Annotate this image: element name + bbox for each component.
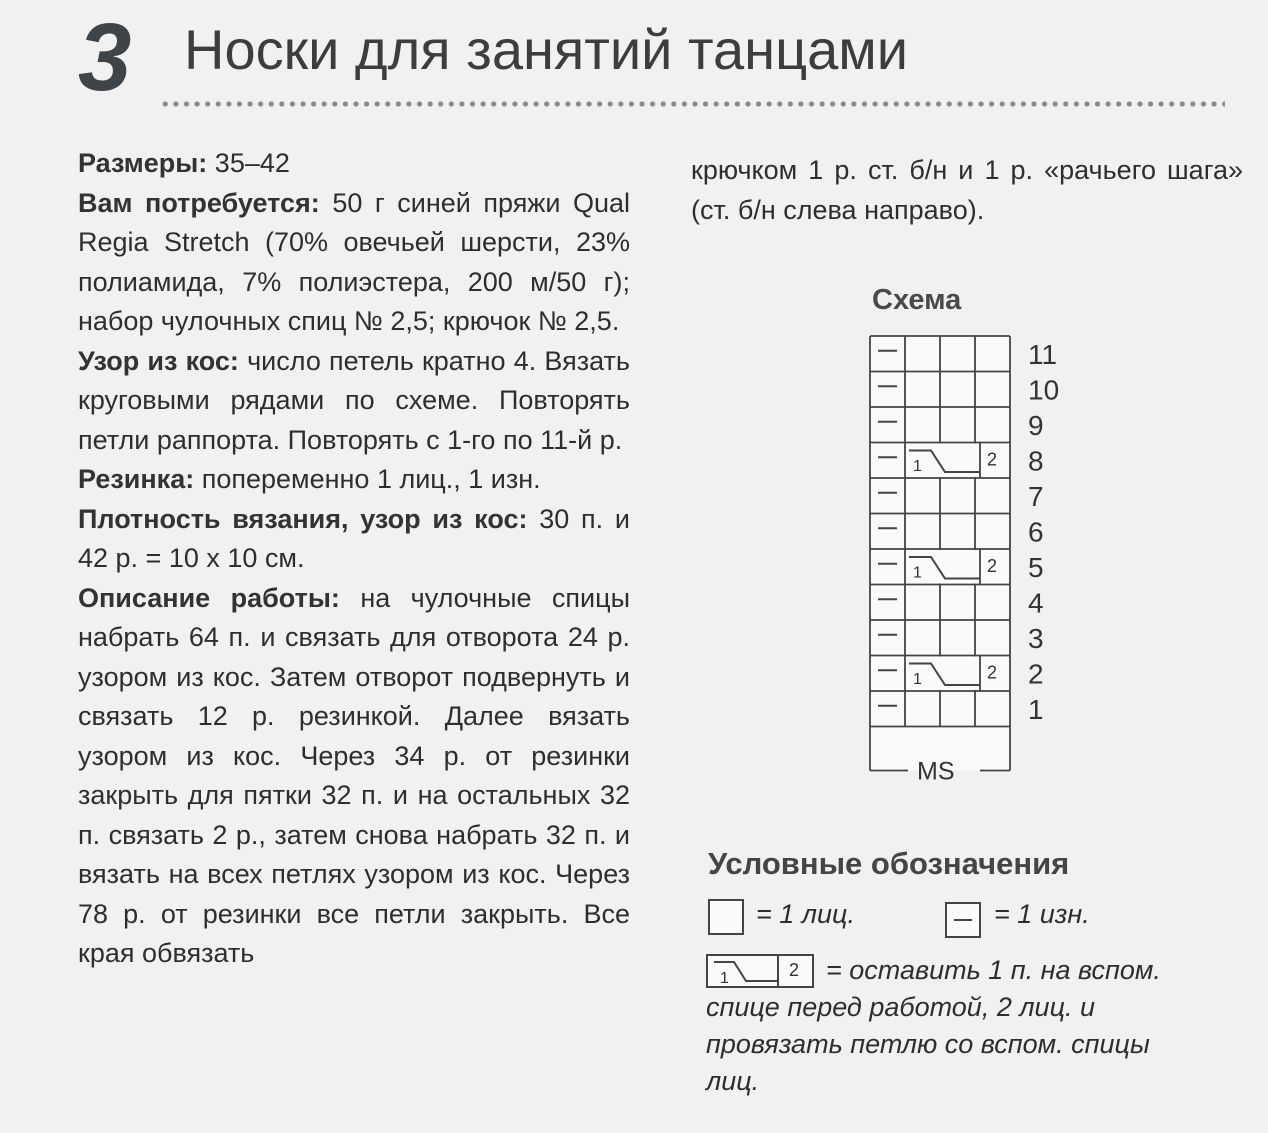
sizes-label: Размеры: — [78, 148, 208, 178]
gauge-paragraph — [78, 500, 630, 579]
svg-text:2: 2 — [987, 662, 998, 683]
gauge-text: 30 п. и 42 р. = 10 х 10 см. — [78, 503, 630, 573]
gauge-label: Плотность вязания, узор из кос: — [78, 503, 528, 534]
rib-text: попеременно 1 лиц., 1 изн. — [201, 464, 541, 494]
description-text: на чулочные спицы набрать 64 п. и связать для отворота 24 р. узором из кос. Затем отворот подвернуть и связать 12 р. резинкой. Далее вязать узором из кос. Через 34 р. от резинки закрыть для пятки 32 п. и на остальных 32 п. связать 2 р., затем снова набрать 32 п. и вязать на всех петлях узором из кос. Через 78 р. от резинки все петли закрыть. Все края обвязать — [78, 582, 630, 968]
rib-label: Резинка: — [78, 464, 195, 494]
chart-row-number: 10 — [1028, 374, 1060, 406]
svg-text:1: 1 — [913, 671, 922, 688]
cable-legend-desc: = оставить 1 п. на вспом. спице перед работой, 2 лиц. и провязать петлю со вспом. спицы лиц. — [706, 955, 1161, 1096]
chart-row-number: 7 — [1028, 480, 1044, 512]
cable-cross-icon — [906, 443, 1009, 479]
cable-cross-icon — [906, 549, 1009, 585]
page-title: Носки для занятий танцами — [184, 18, 909, 81]
materials-paragraph — [78, 184, 630, 342]
materials-label: Вам потребуется: — [78, 187, 320, 218]
sizes-paragraph — [78, 144, 630, 184]
rib-paragraph — [78, 460, 630, 500]
chart-footer-label: MS — [917, 757, 955, 786]
chart-row-number: 1 — [1028, 693, 1044, 725]
chart-row-number: 5 — [1028, 551, 1044, 583]
svg-text:2: 2 — [987, 555, 998, 576]
svg-text:1: 1 — [913, 458, 922, 475]
chart-row-number: 4 — [1028, 587, 1044, 619]
purl-symbol-box — [945, 902, 981, 938]
pattern-paragraph — [78, 342, 630, 461]
knitting-chart — [860, 330, 1080, 790]
svg-text:1: 1 — [913, 564, 922, 582]
svg-text:2: 2 — [987, 449, 998, 470]
chart-row-number: 11 — [1028, 338, 1058, 370]
chart-row-number: 6 — [1028, 516, 1044, 548]
purl-legend-text: = 1 изн. — [994, 899, 1090, 929]
description-label: Описание работы: — [78, 582, 340, 613]
sizes-value: 35–42 — [214, 148, 290, 178]
cable-legend-mark-2: 2 — [789, 960, 800, 980]
cable-legend-mark-1: 1 — [720, 970, 729, 987]
description-paragraph — [78, 579, 630, 974]
scheme-title: Схема — [872, 284, 962, 316]
chart-row-number: 8 — [1028, 445, 1044, 477]
instructions-column — [78, 144, 630, 974]
cable-legend-text — [706, 952, 1196, 1100]
legend-title: Условные обозначения — [708, 846, 1070, 881]
section-number: 3 — [78, 4, 130, 111]
materials-text: 50 г синей пряжи Qual Regia Stretch (70% овечьей шерсти, 23% полиамида, 7% полиэстера, 200 м/50 г); набор чулочных спиц № 2,5; крючок № 2,5. — [78, 187, 631, 336]
pattern-label: Узор из кос: — [78, 345, 239, 376]
continuation-text: крючком 1 р. ст. б/н и 1 р. «рачьего шага» (ст. б/н слева направо). — [691, 155, 1243, 225]
cable-cross-icon — [906, 656, 1009, 692]
knit-legend-text: = 1 лиц. — [756, 899, 855, 929]
purl-dash-icon — [954, 919, 972, 921]
chart-row-number: 9 — [1028, 409, 1044, 441]
chart-row-number: 3 — [1028, 622, 1044, 654]
chart-row-number: 2 — [1028, 658, 1044, 690]
pattern-text: число петель кратно 4. Вязать круговыми рядами по схеме. Повторять петли раппорта. Повторять с 1-го по 11-й р. — [78, 345, 630, 455]
dotted-divider — [160, 100, 1225, 108]
knit-symbol-box — [708, 899, 744, 935]
